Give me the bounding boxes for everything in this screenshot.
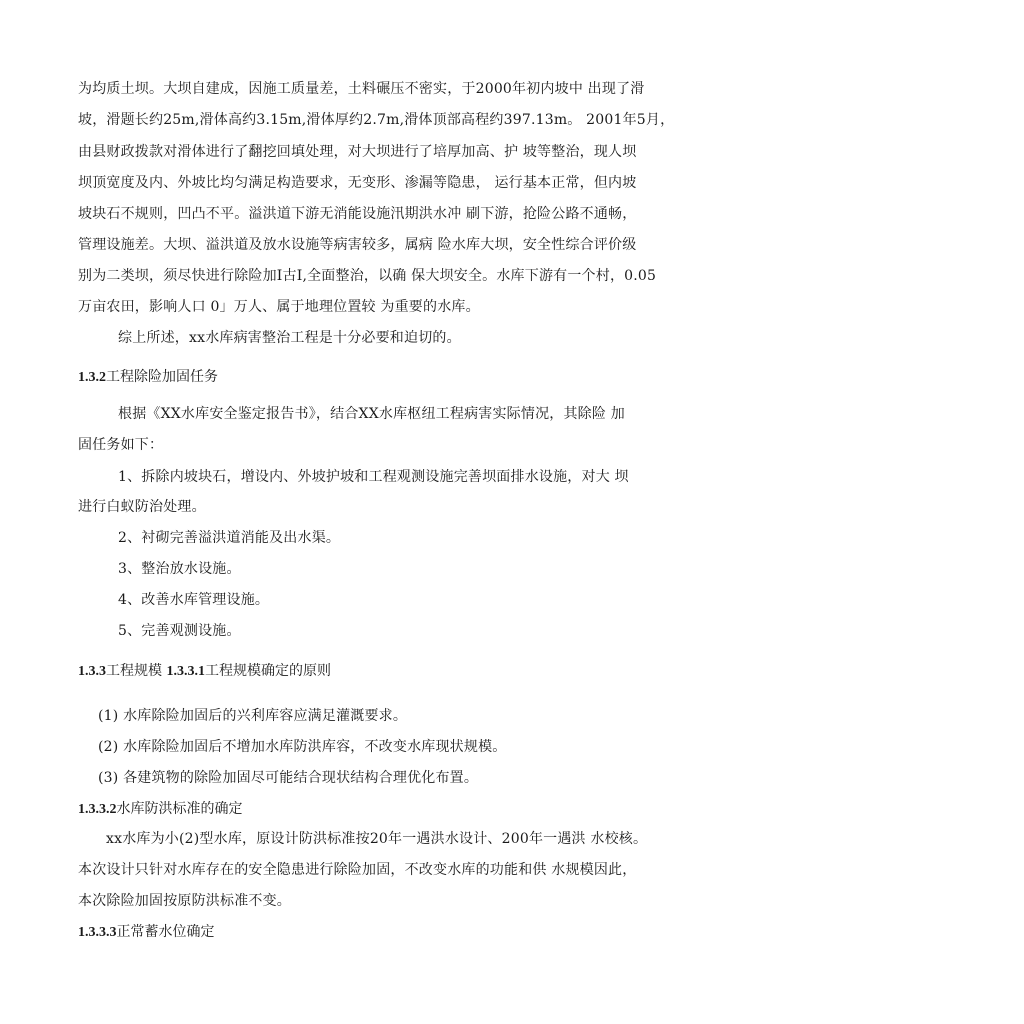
paragraph-line: 坡块石不规则，凹凸不平。溢洪道下游无消能设施汛期洪水冲 刷下游，抢险公路不通畅， (78, 206, 637, 222)
section-number: 1.3.3.2 (78, 802, 117, 817)
section-title: 工程除险加固任务 (106, 369, 218, 385)
paragraph-line: 为均质土坝。大坝自建成，因施工质量差，土料碾压不密实，于2000年初内坡中 出现了滑 (78, 81, 645, 97)
section-heading-1-3-3-2 (78, 800, 243, 819)
section-title: 正常蓄水位确定 (116, 924, 215, 940)
task-item-5: 5、完善观测设施。 (118, 623, 241, 639)
section-heading-1-3-2 (78, 368, 218, 387)
principle-item-2: (2) 水库除险加固后不增加水库防洪库容，不改变水库现状规模。 (98, 739, 507, 755)
paragraph-line: 由县财政拨款对滑体进行了翻挖回填处理，对大坝进行了培厚加高、护 坡等整治，现人坝 (78, 144, 637, 160)
task-item-1-continued: 进行白蚁防治处理。 (78, 499, 206, 515)
section-title: 工程规模 (106, 663, 167, 679)
paragraph-line: 固任务如下： (78, 437, 164, 453)
paragraph-line: 本次除险加固按原防洪标准不变。 (78, 893, 291, 909)
paragraph-line: 根据《XX水库安全鉴定报告书》，结合XX水库枢纽工程病害实际情况，其除险 加 (118, 406, 625, 422)
principle-item-3: (3) 各建筑物的除险加固尽可能结合现状结构合理优化布置。 (98, 770, 479, 786)
summary-text: 综上所述，xx水库病害整治工程是十分必要和迫切的。 (118, 330, 461, 346)
paragraph-line: xx水库为小(2)型水库，原设计防洪标准按20年一遇洪水设计、200年一遇洪 水校核。 (106, 831, 648, 847)
section-heading-1-3-3-3 (78, 923, 215, 942)
paragraph-line: 本次设计只针对水库存在的安全隐患进行除险加固，不改变水库的功能和供 水规模因此， (78, 862, 637, 878)
task-item-2: 2、衬砌完善溢洪道消能及出水渠。 (118, 530, 341, 546)
paragraph-line: 管理设施差。大坝、溢洪道及放水设施等病害较多，属病 险水库大坝，安全性综合评价级 (78, 237, 637, 253)
section-heading-1-3-3 (78, 662, 331, 681)
subsection-title: 工程规模确定的原则 (204, 663, 331, 679)
section-title: 水库防洪标准的确定 (116, 801, 243, 817)
subsection-number: 1.3.3.1 (166, 664, 205, 679)
paragraph-line: 坝顶宽度及内、外坡比均匀满足构造要求，无变形、渗漏等隐患， 运行基本正常，但内坡 (78, 175, 637, 191)
task-item-3: 3、整治放水设施。 (118, 561, 241, 577)
task-item-4: 4、改善水库管理设施。 (118, 592, 270, 608)
task-item-1: 1、拆除内坡块石，增设内、外坡护坡和工程观测设施完善坝面排水设施，对大 坝 (118, 469, 629, 485)
principle-item-1: (1) 水库除险加固后的兴利库容应满足灌溉要求。 (98, 708, 408, 724)
paragraph-line: 万亩农田，影响人口 0」万人、属于地理位置较 为重要的水库。 (78, 299, 480, 315)
section-number: 1.3.3.3 (78, 925, 117, 940)
section-number: 1.3.2 (78, 370, 106, 385)
paragraph-line: 坡，滑题长约25m,滑体高约3.15m,滑体厚约2.7m,滑体顶部高程约397.13m。 2001年5月， (78, 112, 675, 128)
section-number: 1.3.3 (78, 664, 106, 679)
paragraph-line: 别为二类坝，须尽快进行除险加I古I,全面整治，以确 保大坝安全。水库下游有一个村，0.05 (78, 268, 657, 284)
